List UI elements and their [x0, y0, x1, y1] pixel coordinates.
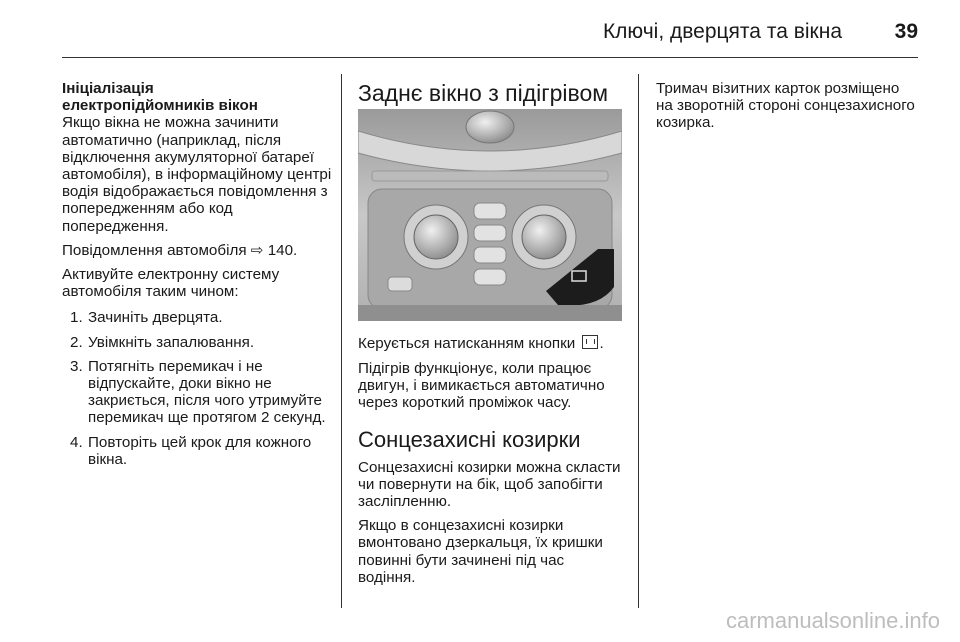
column-1 [62, 80, 332, 475]
step-text: Повторіть цей крок для кожного вікна. [88, 433, 312, 468]
step-text: Увімкніть запалювання. [88, 333, 255, 351]
text-heated-button-pre: Керується натисканням кнопки [358, 335, 580, 353]
step-text: Потягніть перемикач і не відпускайте, доки вікно не закриється, після чого утримуйте перемикач ще протягом 2 секунд. [88, 357, 326, 427]
step-number: 4. [70, 433, 83, 451]
list-item [62, 434, 332, 468]
step-number: 2. [70, 333, 83, 351]
steps-list [62, 309, 332, 468]
heading-line-1: Ініціалізація [62, 80, 154, 97]
paragraph-sun-visors-2: Якщо в сонцезахисні козирки вмонтовано дзеркальця, їх кришки повинні бути зачинені під час водіння. [358, 517, 603, 586]
paragraph-heating-info: Підігрів функціонує, коли працює двигун, і вимикається автоматично через короткий проміжок часу. [358, 359, 605, 412]
section-heading-heated-rear-window: Заднє вікно з підігрівом [358, 80, 609, 106]
paragraph-sun-visors-1: Сонцезахисні козирки можна скласти чи повернути на бік, щоб запобігти засліпленню. [358, 458, 621, 510]
text-heated-button-post: . [599, 335, 604, 353]
paragraph-card-holder: Тримач візитних карток розміщено на зворотній стороні сонцезахисного козирка. [656, 80, 915, 132]
heated-rear-window-icon [582, 335, 598, 349]
section-heading-sun-visors: Сонцезахисні козирки [358, 427, 581, 453]
watermark: carmanualsonline.info [725, 608, 940, 633]
paragraph-3: Активуйте електронну систему автомобіля таким чином: [62, 266, 280, 301]
paragraph-2: Повідомлення автомобіля ⇨ 140. [62, 241, 298, 259]
header-title: Ключі, дверцята та вікна [602, 20, 842, 43]
column-separator-right [638, 74, 639, 608]
header-rule [62, 57, 918, 58]
list-item [62, 358, 332, 427]
paragraph-heated-button [358, 335, 622, 352]
column-3 [656, 80, 918, 139]
heading-line-2: електропідйомників вікон [62, 97, 258, 115]
column-separator-left [341, 74, 342, 608]
section-heading-window-init [62, 80, 332, 114]
step-text: Зачиніть дверцята. [88, 309, 223, 327]
climate-control-panel-photo [358, 109, 622, 321]
paragraph-1: Якщо вікна не можна зачинити автоматично (наприклад, після відключення акумуляторної батареї автомобіля), в інформаційному центрі водія відображається повідомлення з попередженням або код попередження. [62, 114, 332, 235]
page-number: 39 [894, 20, 918, 43]
list-item [62, 309, 332, 326]
step-number: 3. [70, 357, 83, 375]
column-2 [358, 80, 622, 593]
step-number: 1. [70, 309, 83, 327]
list-item [62, 334, 332, 351]
